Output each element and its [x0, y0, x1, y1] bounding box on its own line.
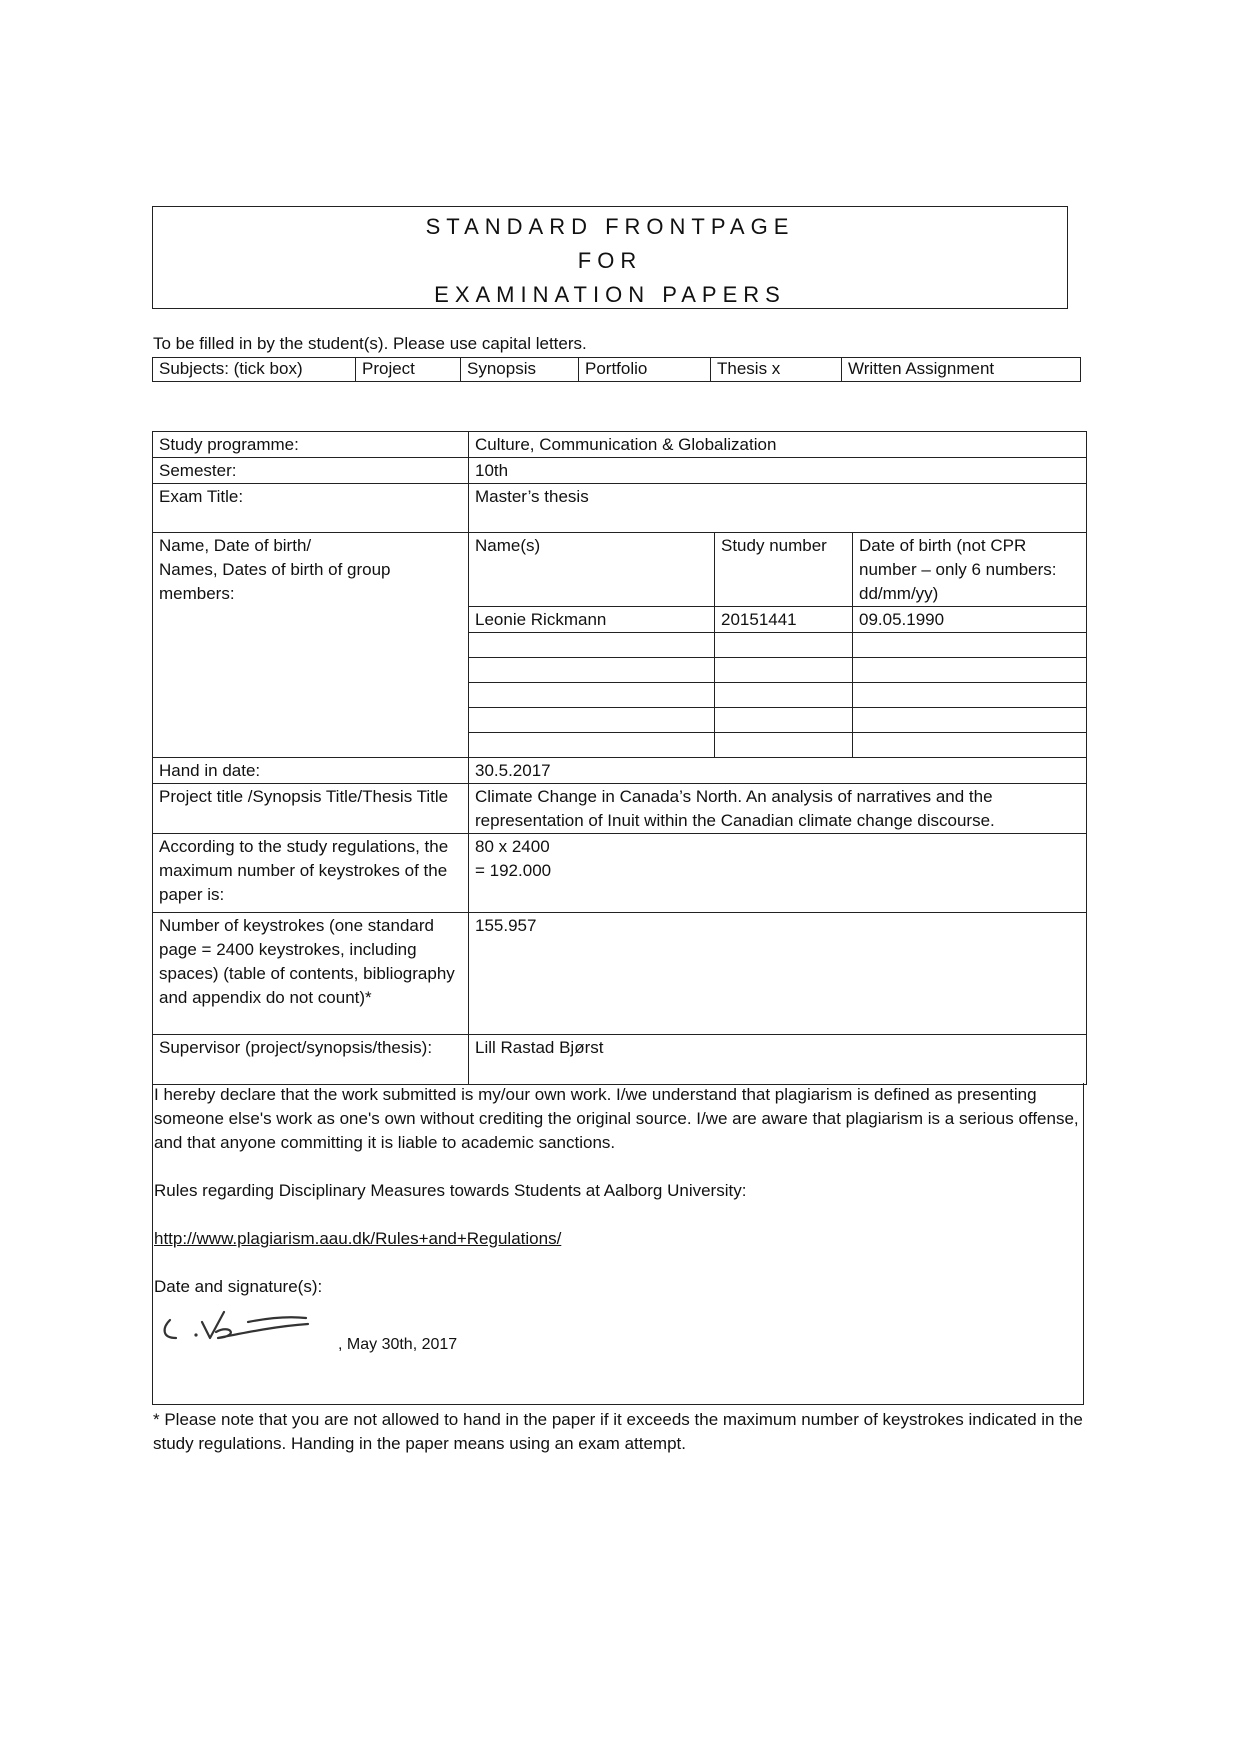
semester-label: Semester: [153, 458, 469, 484]
title-line-3: EXAMINATION PAPERS [434, 282, 786, 307]
subjects-label: Subjects: (tick box) [153, 358, 356, 382]
study-programme-label: Study programme: [153, 432, 469, 458]
declaration-text: I hereby declare that the work submitted is my/our own work. I/we understand that plagiarism is defined as presenting someone else's work as one's own without crediting the original source. I/we are aware that plagiarism is a serious offense, and that anyone committing it is liable to academic sanctions. [154, 1085, 1079, 1152]
member-study-number[interactable] [715, 708, 853, 733]
subject-option-portfolio[interactable]: Portfolio [579, 358, 711, 382]
form-table [152, 431, 1087, 1085]
subject-option-written-assignment[interactable]: Written Assignment [842, 358, 1081, 382]
title-line-2: FOR [577, 248, 643, 273]
member-dob[interactable] [853, 708, 1087, 733]
supervisor-label: Supervisor (project/synopsis/thesis): [153, 1035, 469, 1085]
date-signature-label: Date and signature(s): [154, 1277, 323, 1296]
title-line-1: STANDARD FRONTPAGE [425, 214, 795, 239]
exam-title-value[interactable]: Master’s thesis [469, 484, 1087, 533]
member-study-number[interactable] [715, 733, 853, 758]
intro-text: To be filled in by the student(s). Please use capital letters. [153, 334, 587, 353]
project-title-label: Project title /Synopsis Title/Thesis Title [153, 784, 469, 834]
member-dob[interactable] [853, 633, 1087, 658]
project-title-value[interactable]: Climate Change in Canada’s North. An analysis of narratives and the representation of Inuit within the Canadian climate change discourse. [469, 784, 1087, 834]
member-name[interactable] [469, 683, 715, 708]
member-dob[interactable] [853, 683, 1087, 708]
declaration-box [152, 1083, 1084, 1405]
footnote: * Please note that you are not allowed to hand in the paper if it exceeds the maximum number of keystrokes indicated in the study regulations. Handing in the paper means using an exam attempt. [153, 1410, 1083, 1453]
col-header-names: Name(s) [469, 533, 715, 607]
num-keystrokes-value[interactable]: 155.957 [469, 913, 1087, 1035]
signature-date: , May 30th, 2017 [338, 1336, 458, 1353]
subject-option-synopsis[interactable]: Synopsis [461, 358, 579, 382]
semester-value[interactable]: 10th [469, 458, 1087, 484]
member-name[interactable] [469, 733, 715, 758]
member-study-number[interactable] [715, 633, 853, 658]
max-keystrokes-line-2: = 192.000 [475, 861, 552, 880]
members-label-line-2: Names, Dates of birth of group members: [159, 560, 391, 603]
title-box [152, 206, 1068, 309]
col-header-dob [853, 533, 1087, 607]
handwritten-signature [158, 1302, 328, 1350]
member-name[interactable] [469, 708, 715, 733]
hand-in-value[interactable]: 30.5.2017 [469, 758, 1087, 784]
hand-in-label: Hand in date: [153, 758, 469, 784]
plagiarism-link[interactable]: http://www.plagiarism.aau.dk/Rules+and+Regulations/ [154, 1229, 562, 1248]
max-keystrokes-line-1: 80 x 2400 [475, 837, 550, 856]
subject-option-thesis[interactable]: Thesis x [711, 358, 842, 382]
num-keystrokes-label: Number of keystrokes (one standard page = 2400 keystrokes, including spaces) (table of contents, bibliography and appendix do not count)* [153, 913, 469, 1035]
subjects-table [152, 357, 1081, 382]
member-study-number[interactable]: 20151441 [715, 607, 853, 633]
supervisor-value[interactable]: Lill Rastad Bjørst [469, 1035, 1087, 1085]
subject-option-project[interactable]: Project [356, 358, 461, 382]
rules-text: Rules regarding Disciplinary Measures towards Students at Aalborg University: [154, 1181, 747, 1200]
member-dob[interactable] [853, 658, 1087, 683]
exam-title-label: Exam Title: [153, 484, 469, 533]
member-dob[interactable]: 09.05.1990 [853, 607, 1087, 633]
member-study-number[interactable] [715, 683, 853, 708]
member-name[interactable] [469, 658, 715, 683]
members-label-line-1: Name, Date of birth/ [159, 536, 312, 555]
study-programme-value[interactable]: Culture, Communication & Globalization [469, 432, 1087, 458]
max-keystrokes-value[interactable] [469, 834, 1087, 913]
member-study-number[interactable] [715, 658, 853, 683]
col-header-dob-text: Date of birth (not CPR number – only 6 numbers: dd/mm/yy) [859, 536, 1057, 603]
member-name[interactable]: Leonie Rickmann [469, 607, 715, 633]
col-header-study-number: Study number [715, 533, 853, 607]
member-dob[interactable] [853, 733, 1087, 758]
member-name[interactable] [469, 633, 715, 658]
members-label [153, 533, 469, 758]
max-keystrokes-label: According to the study regulations, the maximum number of keystrokes of the paper is: [153, 834, 469, 913]
